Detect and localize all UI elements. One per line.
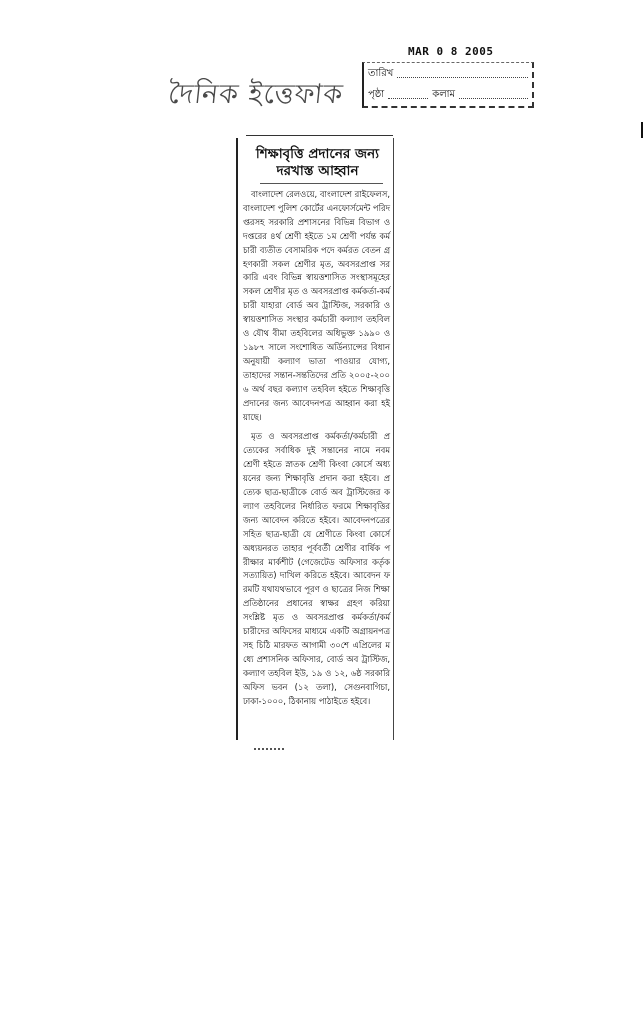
headline-line-2: দরখাস্ত আহ্বান bbox=[276, 163, 359, 179]
article-paragraph-2: মৃত ও অবসরপ্রাপ্ত কর্মকর্তা/কর্মচারী প্রত্যেকের সর্বাধিক দুই সন্তানের নামে নবম শ্রেণী হইতে স্নাতক শ্রেণী কিংবা কোর্সে অধ্যয়নের জন্য শিক্ষাবৃত্তি প্রদান করা হইবে। প্রত্যেক ছাত্র-ছাত্রীকে বোর্ড অব ট্রাস্টিজের কল্যাণ তহবিলের নির্ধারিত ফরমে শিক্ষাবৃত্তির জন্য আবেদন করিতে হইবে। আবেদনপত্রের সহিত ছাত্র-ছাত্রী যে শ্রেণীতে কিংবা কোর্সে অধ্যয়নরত তাহার পূর্ববর্তী শ্রেণীর বার্ষিক পরীক্ষার মার্কশীট (গেজেটেড অফিসার কর্তৃক সত্যায়িত) দাখিল করিতে হইবে। আবেদন ফরমটি যথাযথভাবে পূরণ ও ছাত্রের নিজ শিক্ষা প্রতিষ্ঠানের প্রধানের স্বাক্ষর গ্রহণ করিয়া সংশ্লিষ্ট মৃত ও অবসরপ্রাপ্ত কর্মকর্তা/কর্মচারীদের অফিসের মাধ্যমে একটি অগ্রায়নপত্রসহ চিঠি মারফত আগামী ৩০শে এপ্রিলের মধ্যে প্রশাসনিক অফিসার, বোর্ড অব ট্রাস্টিজ, কল্যাণ তহবিল ইউ, ১৯ ও ১২, ৬ষ্ঠ সরকারি অফিস ভবন (১২ তলা), সেগুনবাগিচা, ঢাকা-১০০০, ঠিকানায় পাঠাইতে হইবে। bbox=[243, 431, 390, 706]
clipping-bottom-scrap bbox=[254, 748, 284, 750]
column-label: কলাম bbox=[432, 88, 456, 100]
column-blank bbox=[459, 92, 528, 99]
info-row-page bbox=[368, 88, 528, 102]
article-paragraph-1: বাংলাদেশ রেলওয়ে, বাংলাদেশ রাইফেলস, বাংলাদেশ পুলিশ কোর্টের এনফোর্সমেন্ট পরিদপ্তরসহ সরকারি প্রশাসনের বিভিন্ন বিভাগ ও দপ্তরের ৪র্থ শ্রেণী হইতে ১ম শ্রেণী পর্যন্ত কর্মচারী ব্যতীত বেসামরিক পদে কর্মরত বেতন গ্রহণকারী সকল শ্রেণীর মৃত, অবসরপ্রাপ্ত সরকারি এবং বিভিন্ন স্বায়ত্তশাসিত সংস্থাসমূহের সকল শ্রেণীর মৃত ও অবসরপ্রাপ্ত কর্মকর্তা-কর্মচারী যাহারা বোর্ড অব ট্রাস্টিজ, সরকারি ও স্বায়ত্তশাসিত সংস্থার কর্মচারী কল্যাণ তহবিল ও যৌথ বীমা তহবিলের অধিভুক্ত ১৯৯০ ও ১৯৮৭ সালে সংশোধিত অর্ডিন্যান্সের বিধান অনুযায়ী কল্যাণ ভাতা পাওয়ার যোগ্য, তাহাদের সন্তান-সন্ততিদের প্রতি ২০০৫-২০০৬ অর্থ বছর কল্যাণ তহবিল হইতে শিক্ষাবৃত্তি প্রদানের জন্য আবেদনপত্র আহ্বান করা হইয়াছে। bbox=[243, 189, 390, 422]
article-top-rule bbox=[246, 135, 393, 136]
page-label: পৃষ্ঠা bbox=[368, 88, 385, 100]
date-label: তারিখ bbox=[368, 67, 394, 79]
info-row-date bbox=[368, 67, 528, 81]
clipping-info-box bbox=[362, 62, 534, 108]
page-blank bbox=[388, 92, 428, 99]
received-date-stamp: MAR 0 8 2005 bbox=[408, 45, 494, 58]
article-headline bbox=[238, 138, 393, 180]
date-blank bbox=[397, 71, 528, 78]
article-clipping bbox=[236, 138, 394, 740]
headline-line-1: শিক্ষাবৃত্তি প্রদানের জন্য bbox=[255, 146, 380, 162]
article-body bbox=[238, 184, 393, 709]
newspaper-masthead: দৈনিক ইত্তেফাক bbox=[166, 79, 345, 110]
